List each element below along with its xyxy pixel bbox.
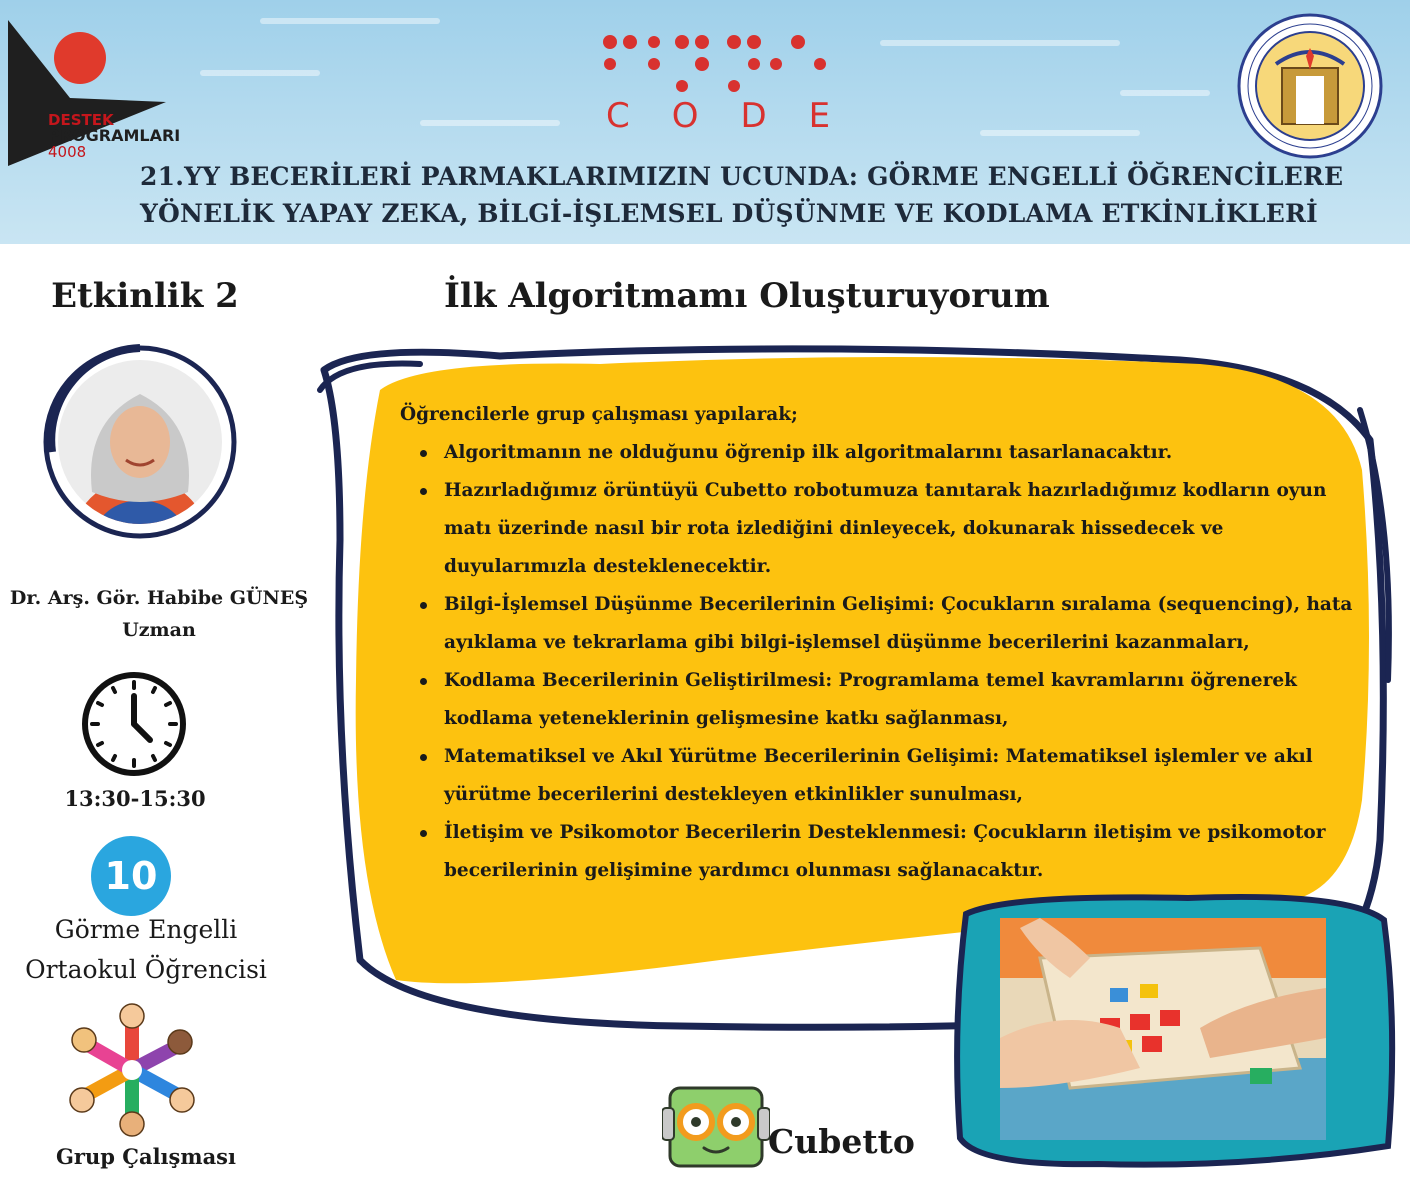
destek-logo-text <box>48 112 180 160</box>
activity-number: Etkinlik 2 <box>51 276 239 316</box>
bullet-item-1: Algoritmanın ne olduğunu öğrenip ilk algoritmalarını tasarlanacaktır. <box>400 434 1360 472</box>
participant-audience <box>0 910 292 990</box>
destek-logo-line1: DESTEK <box>48 111 114 129</box>
bullet-item-6: İletişim ve Psikomotor Becerilerin Desteklenmesi: Çocukların iletişim ve psikomotor becerilerinin gelişimine yardımcı olunması sağlanacaktır. <box>400 814 1360 890</box>
header-title-line1: 21.YY BECERİLERİ PARMAKLARIMIZIN UCUNDA: GÖRME ENGELLİ ÖĞRENCİLERE <box>140 162 1344 191</box>
bullet-item-3: Bilgi-İşlemsel Düşünme Becerilerinin Gelişimi: Çocukların sıralama (sequencing), hata ayıklama ve tekrarlama gibi bilgi-işlemsel düşünme becerilerini kazanmaları, <box>400 586 1360 662</box>
audience-line2: Ortaokul Öğrencisi <box>25 955 267 984</box>
code-logo-word: CODE <box>606 96 873 136</box>
cubetto-robot-icon <box>662 1082 770 1172</box>
destek-logo-line3: 4008 <box>48 143 87 161</box>
presenter-role: Uzman <box>122 619 196 641</box>
presenter-avatar <box>40 342 240 542</box>
group-children-icon <box>66 1002 198 1138</box>
content-bullet-list <box>400 434 1360 890</box>
school-seal-icon <box>1236 12 1384 160</box>
cubetto-board-photo <box>1000 918 1326 1140</box>
header-title-line2: YÖNELİK YAPAY ZEKA, BİLGİ-İŞLEMSEL DÜŞÜNME VE KODLAMA ETKİNLİKLERİ <box>140 199 1318 228</box>
session-time: 13:30-15:30 <box>64 786 206 811</box>
presenter-name: Dr. Arş. Gör. Habibe GÜNEŞ <box>9 587 309 609</box>
activity-title: İlk Algoritmamı Oluşturuyorum <box>444 276 1050 316</box>
content-intro: Öğrencilerle grup çalışması yapılarak; <box>400 404 798 425</box>
bullet-item-5: Matematiksel ve Akıl Yürütme Becerilerinin Gelişimi: Matematiksel işlemler ve akıl yürütme becerilerini destekleyen etkinlikler sunulması, <box>400 738 1360 814</box>
group-work-label: Grup Çalışması <box>56 1144 236 1169</box>
content-card <box>400 396 1360 890</box>
clock-icon <box>80 670 188 778</box>
bullet-item-2: Hazırladığımız örüntüyü Cubetto robotumuza tanıtarak hazırladığımız kodların oyun matı üzerinde nasıl bir rota izlediğini dinleyecek, dokunarak hissedecek ve duyularımızla desteklenecektir. <box>400 472 1360 586</box>
bullet-item-4: Kodlama Becerilerinin Geliştirilmesi: Programlama temel kavramlarını öğrenerek kodlama yeteneklerinin gelişmesine katkı sağlanması, <box>400 662 1360 738</box>
participant-count-badge: 10 <box>91 836 171 916</box>
header-banner <box>0 0 1410 244</box>
audience-line1: Görme Engelli <box>54 915 238 944</box>
cubetto-label: Cubetto <box>768 1122 915 1161</box>
header-title <box>140 158 1344 232</box>
destek-logo-line2: PROGRAMLARI <box>48 126 181 145</box>
presenter-info <box>0 582 318 646</box>
